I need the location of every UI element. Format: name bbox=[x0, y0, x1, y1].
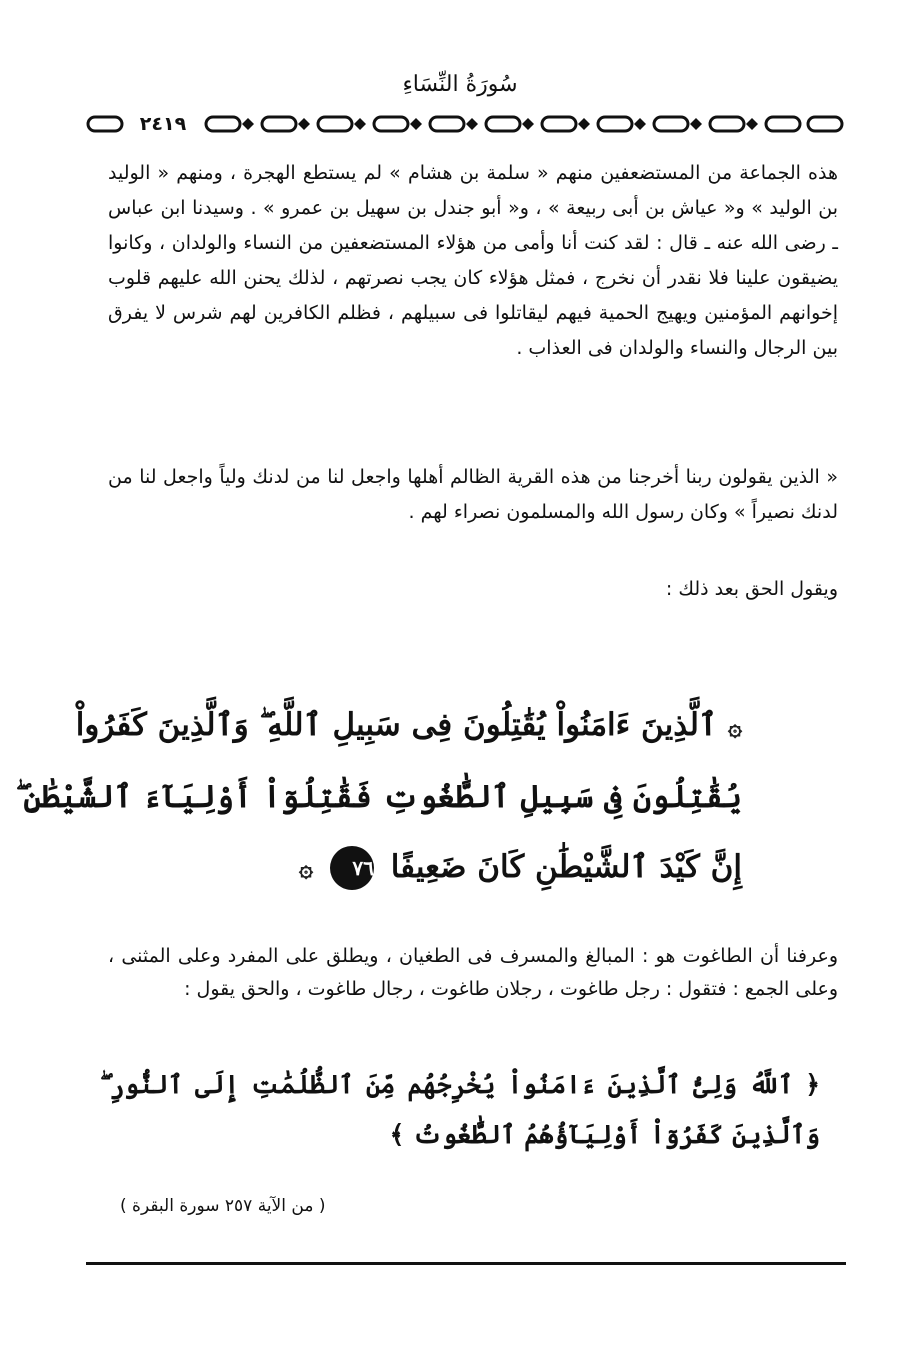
verse-line-2: يُقَٰتِلُونَ فِى سَبِيلِ ٱلطَّٰغُوتِ فَقَٰتِلُوٓاْ أَوْلِيَآءَ ٱلشَّيْطَٰنِ ۖ bbox=[15, 778, 742, 815]
verse-end-ornament-icon: ۞ bbox=[299, 853, 314, 882]
paragraph-2: « الذين يقولون ربنا أخرجنا من هذه القرية الظالم أهلها واجعل لنا من لدنك ولياً واجعل لنا من لدنك نصيراً » وكان رسول الله والمسلمون نصراء لهم . bbox=[108, 466, 838, 523]
chain-ornament bbox=[86, 112, 846, 136]
paragraph-3: ويقول الحق بعد ذلك : bbox=[665, 578, 838, 600]
footer-rule bbox=[86, 1262, 846, 1265]
paragraph-1: هذه الجماعة من المستضعفين منهم « سلمة بن هشام » لم يستطع الهجرة ، ومنهم « الوليد بن الوليد » و« عياش بن أبى ربيعة » ، و« أبو جندل بن سهيل بن عمرو » . وسيدنا ابن عباس ـ رضى الله عنه ـ قال : لقد كنت أنا وأمى من هؤلاء المستضعفين من النساء والولدان ، وكانوا يضيقون علينا فلا نقدر أن نخرج ، فمثل هؤلاء كان يجب نصرتهم ، لذلك يحنن الله عليهم قلوب إخوانهم المؤمنين ويهيج الحمية فيهم ليقاتلوا فى سبيلهم ، فظلم الكافرين لهم شرس لا يفرق بين الرجال والنساء والولدان فى العذاب . bbox=[108, 162, 838, 359]
page-number: ٢٤١٩ bbox=[128, 112, 198, 136]
surah-title: سُورَةُ النِّسَاءِ bbox=[402, 72, 518, 97]
quran-verse-block bbox=[15, 690, 742, 903]
verse-text-1: ٱلَّذِينَ ءَامَنُواْ يُقَٰتِلُونَ فِى سَبِيلِ ٱللَّهِ ۖ وَٱلَّذِينَ كَفَرُواْ bbox=[75, 707, 718, 743]
ayah-number-marker: ٧٦ bbox=[330, 846, 374, 890]
header-ornament-border bbox=[86, 112, 846, 136]
verse-text-3: إِنَّ كَيْدَ ٱلشَّيْطَٰنِ كَانَ ضَعِيفًا bbox=[390, 848, 742, 885]
verse-start-ornament-icon: ۞ bbox=[727, 711, 742, 741]
verse-citation: ( من الآية ٢٥٧ سورة البقرة ) bbox=[120, 1196, 326, 1216]
verse-line-3 bbox=[182, 832, 742, 904]
quoted-verse: ﴿ ٱللَّهُ وَلِىُّ ٱلَّذِينَ ءَامَنُواْ يُخْرِجُهُم مِّنَ ٱلظُّلُمَٰتِ إِلَى ٱلنُّورِ ۖ وَٱلَّذِينَ كَفَرُوٓاْ أَوْلِيَآؤُهُمُ ٱلطَّٰغُوتُ ﴾ bbox=[100, 1070, 820, 1149]
paragraph-4: وعرفنا أن الطاغوت هو : المبالغ والمسرف فى الطغيان ، ويطلق على المفرد وعلى المثنى ، وعلى الجمع : فتقول : رجل طاغوت ، رجلان طاغوت ، رجال طاغوت ، والحق يقول : bbox=[108, 945, 838, 1000]
verse-line-1 bbox=[75, 690, 742, 762]
